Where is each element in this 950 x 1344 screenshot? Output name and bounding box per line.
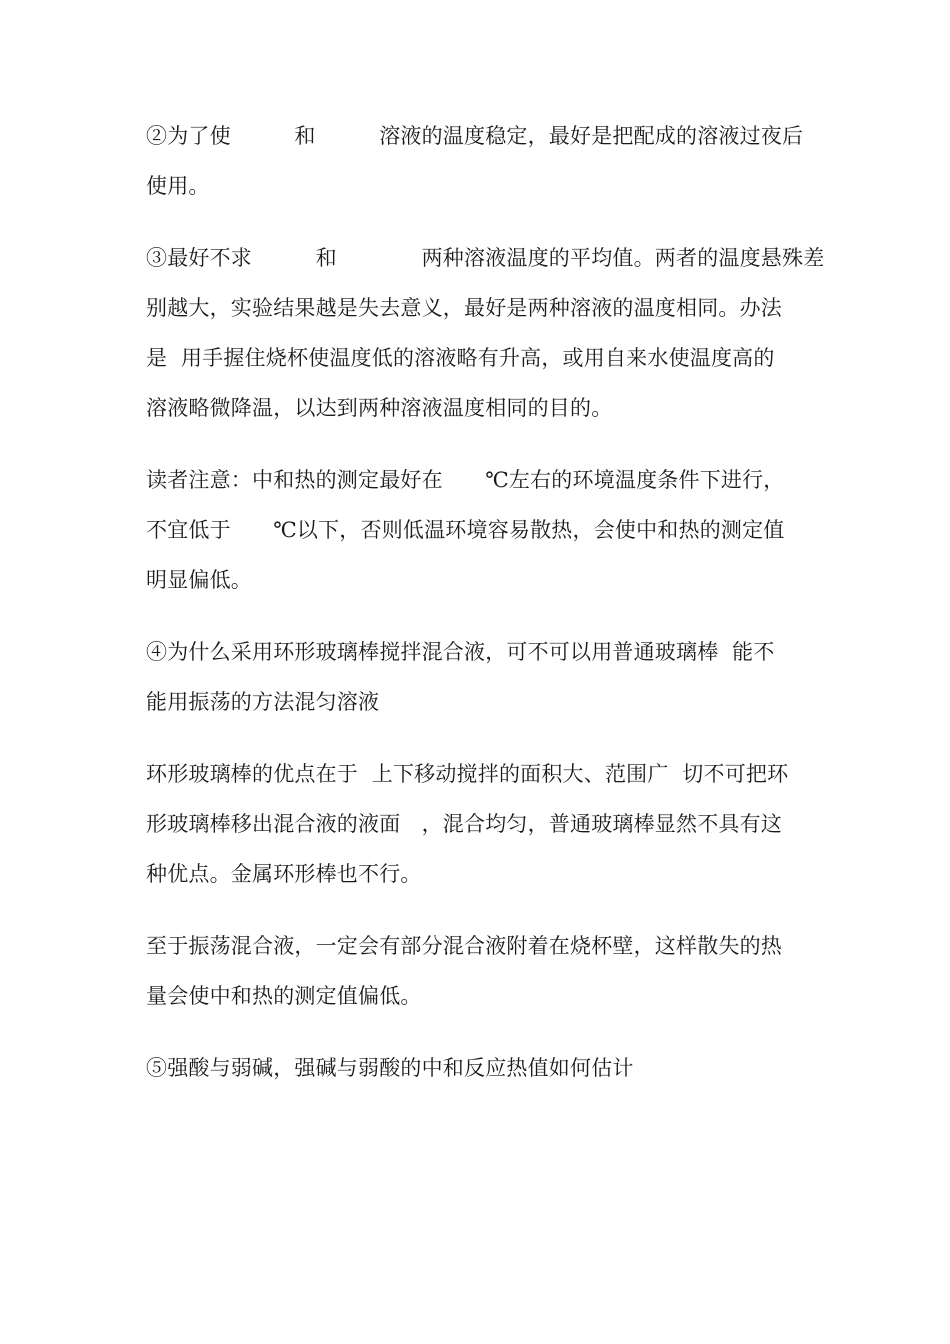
- text-line: 至于振荡混合液，一定会有部分混合液附着在烧杯壁，这样散失的热: [146, 934, 782, 958]
- text-line: ⑤强酸与弱碱，强碱与弱酸的中和反应热值如何估计: [146, 1056, 634, 1080]
- text-line: 形玻璃棒移出混合液的液面 ，混合均匀，普通玻璃棒显然不具有这: [146, 812, 782, 836]
- text-line: 读者注意：中和热的测定最好在 ℃左右的环境温度条件下进行，: [146, 468, 785, 492]
- text-line: 能用振荡的方法混匀溶液: [146, 690, 380, 714]
- text-line: 环形玻璃棒的优点在于 上下移动搅拌的面积大、范围广 切不可把环: [146, 762, 789, 786]
- text-line: 是 用手握住烧杯使温度低的溶液略有升高，或用自来水使温度高的: [146, 346, 775, 370]
- text-line: 不宜低于 ℃以下，否则低温环境容易散热，会使中和热的测定值: [146, 518, 785, 542]
- text-line: ②为了使 和 溶液的温度稳定，最好是把配成的溶液过夜后: [146, 124, 804, 148]
- text-line: 种优点。金属环形棒也不行。: [146, 862, 422, 886]
- text-line: 量会使中和热的测定值偏低。: [146, 984, 422, 1008]
- text-line: 使用。: [146, 174, 210, 198]
- text-line: 明显偏低。: [146, 568, 252, 592]
- text-line: ③最好不求 和 两种溶液温度的平均值。两者的温度悬殊差: [146, 246, 825, 270]
- text-line: 溶液略微降温，以达到两种溶液温度相同的目的。: [146, 396, 613, 420]
- text-line: ④为什么采用环形玻璃棒搅拌混合液，可不可以用普通玻璃棒 能不: [146, 640, 775, 664]
- text-line: 别越大，实验结果越是失去意义，最好是两种溶液的温度相同。办法: [146, 296, 782, 320]
